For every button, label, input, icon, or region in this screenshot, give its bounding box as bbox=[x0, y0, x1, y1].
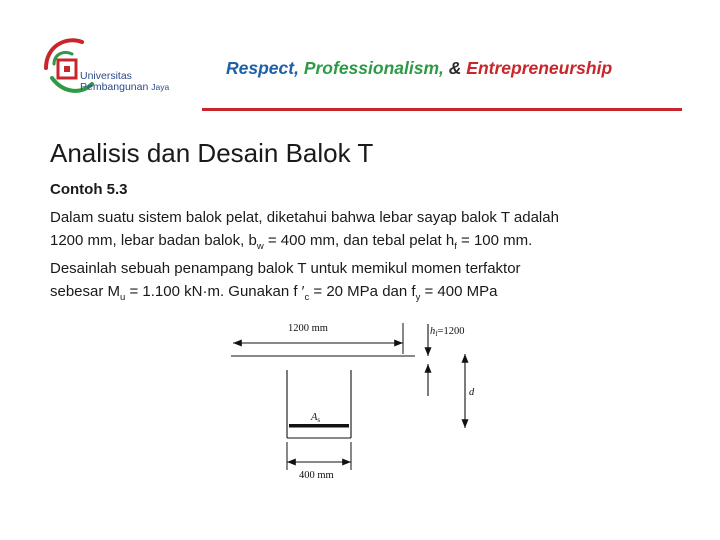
tagline-respect: Respect, bbox=[226, 58, 299, 78]
line2-text-b: = 400 mm, dan tebal pelat h bbox=[263, 231, 455, 249]
logo-line-1: Universitas bbox=[80, 70, 132, 82]
d-label: d bbox=[469, 387, 475, 398]
line2-text-c: = 100 mm. bbox=[456, 231, 533, 249]
as-label: As bbox=[311, 412, 321, 424]
header-divider bbox=[202, 108, 682, 111]
statement-line-4 bbox=[50, 281, 690, 310]
problem-statement bbox=[50, 207, 690, 309]
line4-text-c: = 20 MPa dan f bbox=[309, 282, 416, 300]
hf-subscript: f bbox=[454, 240, 457, 252]
statement-line-2 bbox=[50, 230, 690, 259]
university-logo-text bbox=[80, 71, 169, 93]
hf-label: hf=1200 bbox=[430, 326, 465, 338]
university-logo bbox=[38, 34, 188, 104]
mu-subscript: u bbox=[120, 291, 126, 303]
fc-subscript: c bbox=[304, 291, 310, 303]
bw-subscript: w bbox=[256, 240, 264, 252]
fy-subscript: y bbox=[415, 291, 421, 303]
line2-text-a: 1200 mm, lebar badan balok, b bbox=[50, 231, 257, 249]
logo-line-3: Jaya bbox=[151, 82, 170, 92]
logo-line-2: Pembangunan bbox=[80, 81, 149, 93]
line4-text-d: = 400 MPa bbox=[420, 282, 498, 300]
tagline bbox=[226, 58, 612, 79]
slide-title: Analisis dan Desain Balok T bbox=[50, 138, 374, 168]
reinforcement-bar bbox=[289, 424, 349, 428]
statement-line-1: Dalam suatu sistem balok pelat, diketahui bahwa lebar sayap balok T adalah bbox=[50, 209, 559, 226]
tagline-professionalism: Professionalism, bbox=[303, 58, 444, 78]
tagline-ampersand: & bbox=[448, 58, 462, 78]
line4-text-a: sebesar M bbox=[50, 282, 121, 300]
web-width-label: 400 mm bbox=[299, 470, 334, 481]
tagline-entrepreneurship: Entrepreneurship bbox=[466, 58, 613, 78]
t-beam-diagram bbox=[225, 318, 495, 490]
example-heading: Contoh 5.3 bbox=[50, 181, 128, 198]
flange-width-label: 1200 mm bbox=[288, 323, 328, 334]
line4-text-b: = 1.100 kN·m. Gunakan f ′ bbox=[125, 282, 305, 300]
statement-line-3: Desainlah sebuah penampang balok T untuk memikul momen terfaktor bbox=[50, 260, 521, 277]
